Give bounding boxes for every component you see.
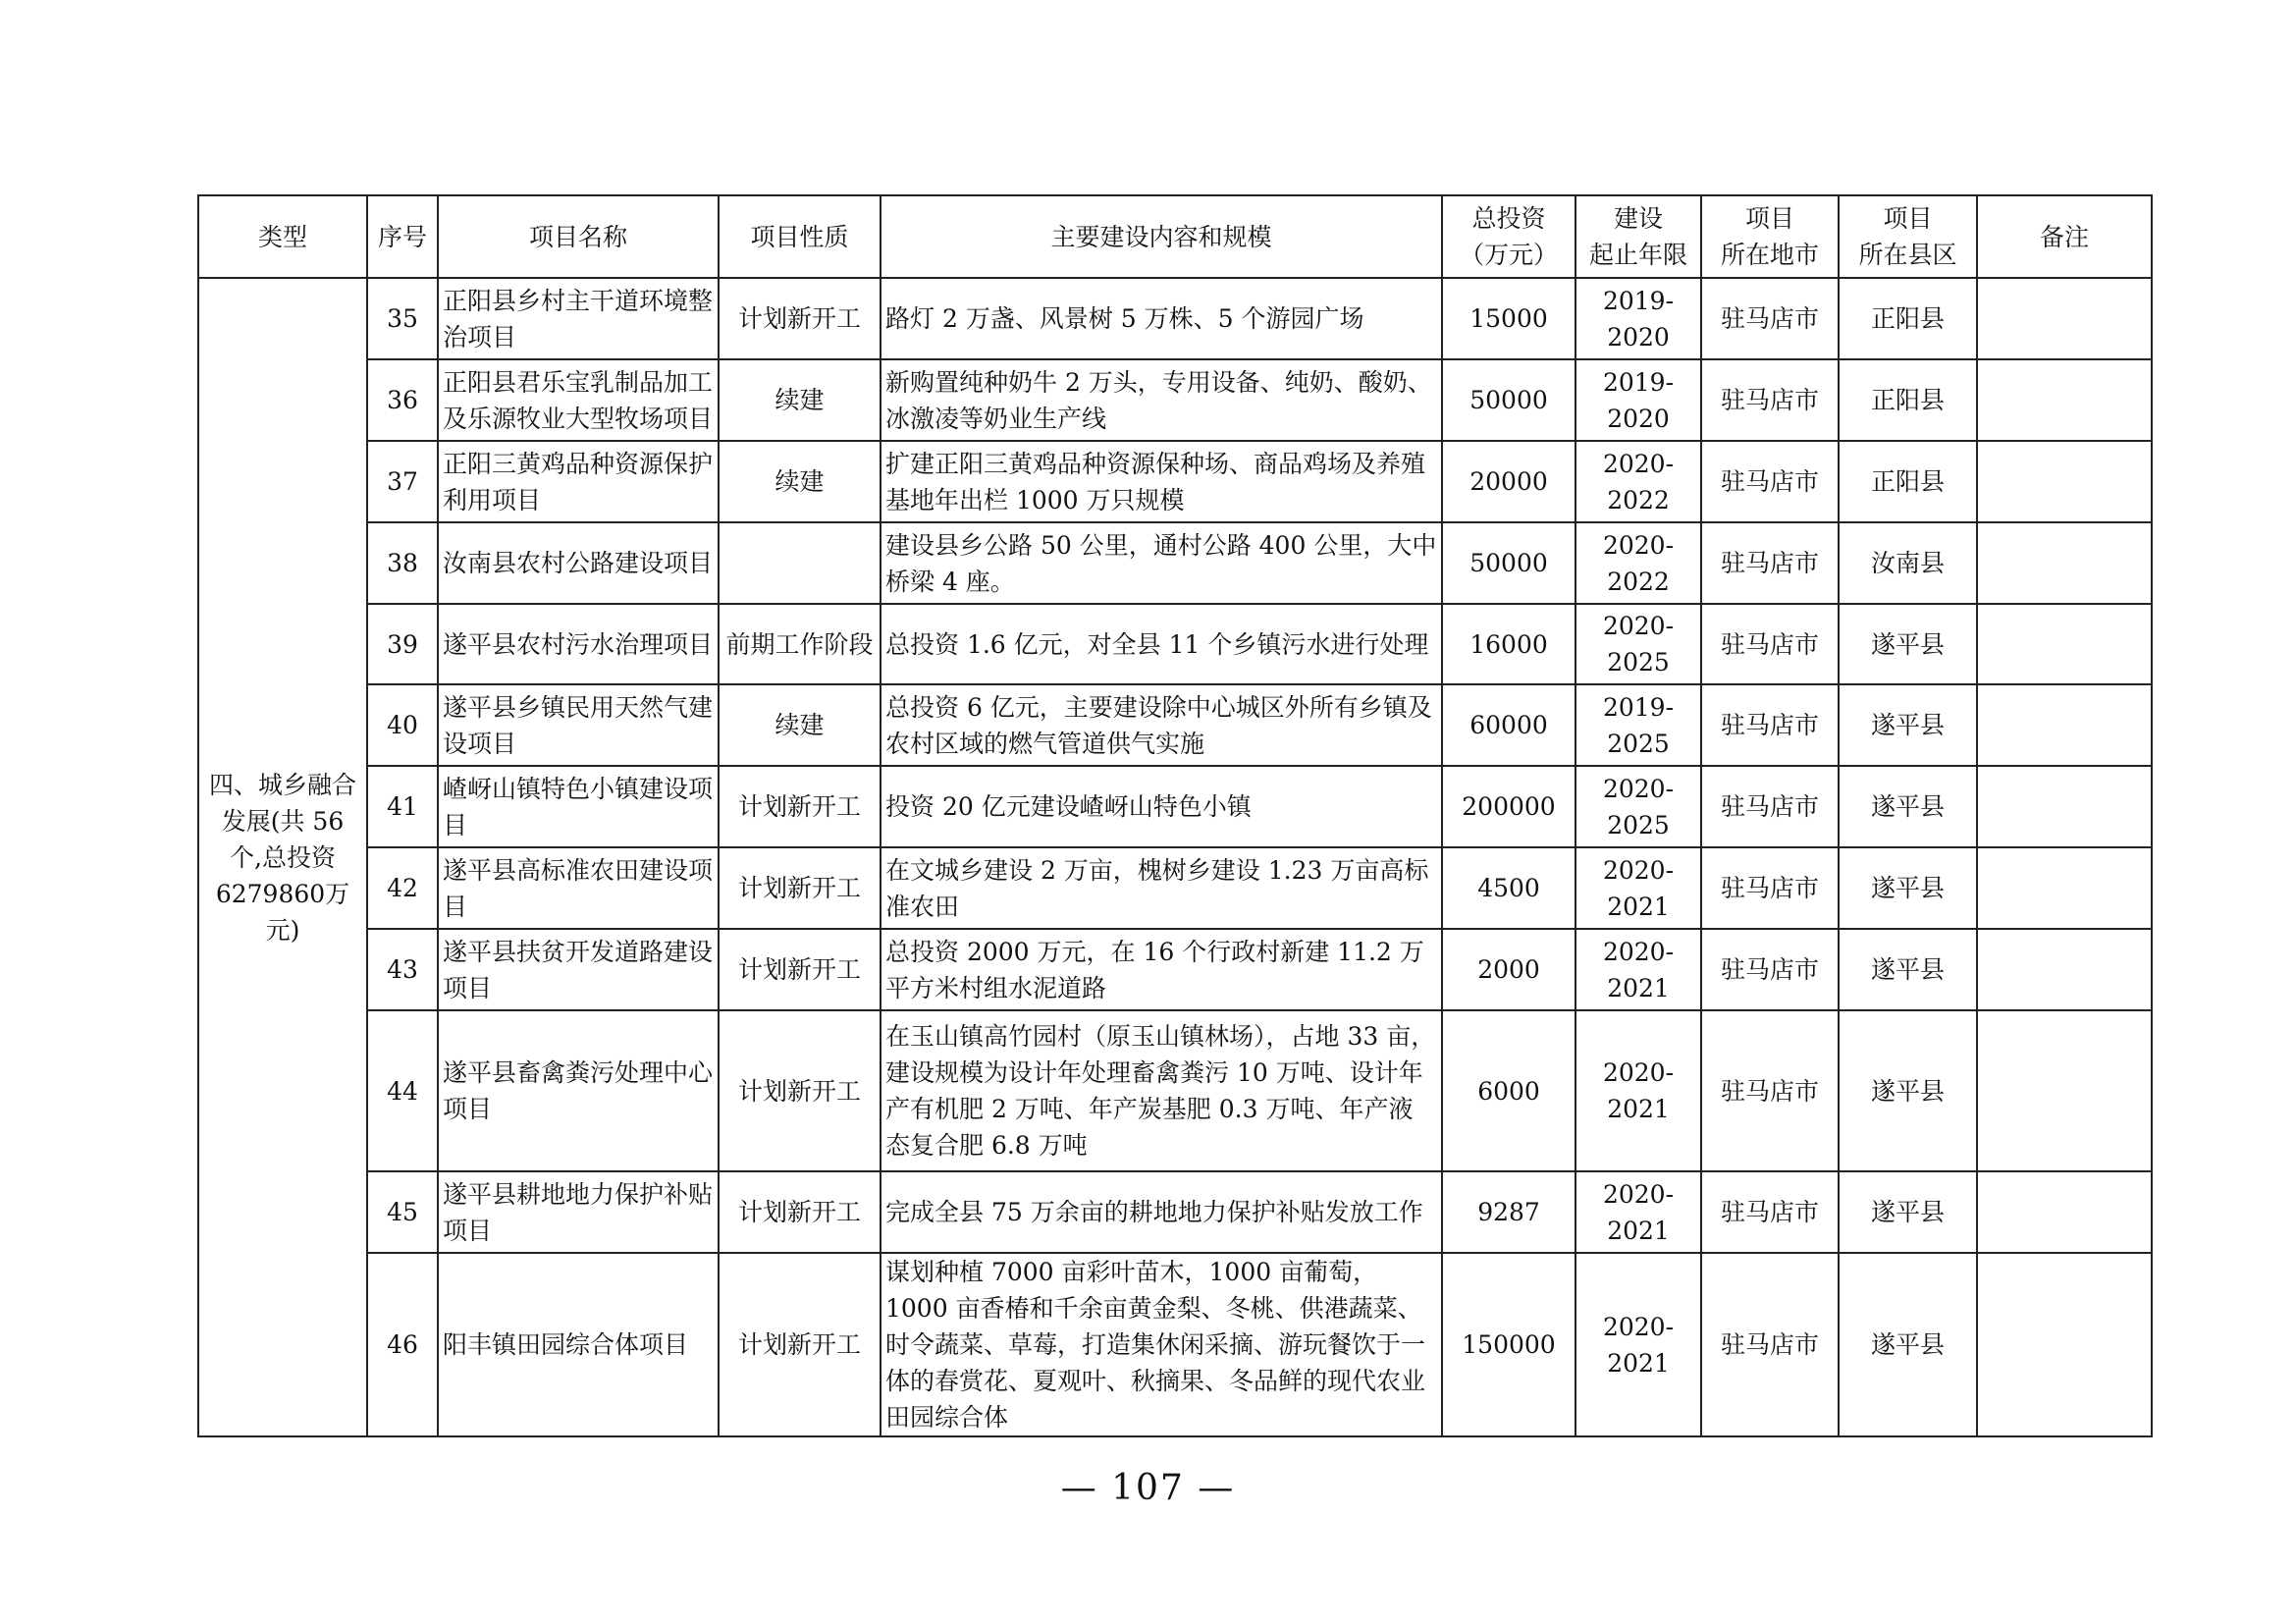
row-county: 遂平县 — [1839, 1010, 1977, 1171]
row-city: 驻马店市 — [1701, 1171, 1839, 1253]
project-table — [197, 194, 2153, 1437]
row-name: 阳丰镇田园综合体项目 — [438, 1253, 719, 1436]
row-county: 正阳县 — [1839, 278, 1977, 359]
row-remark — [1977, 522, 2152, 604]
row-city: 驻马店市 — [1701, 1253, 1839, 1436]
header-period-line2: 起止年限 — [1588, 241, 1687, 269]
row-name: 正阳三黄鸡品种资源保护利用项目 — [438, 441, 719, 522]
row-nature: 续建 — [719, 684, 881, 766]
row-period: 2020-2021 — [1575, 847, 1701, 929]
row-period: 2019-2020 — [1575, 278, 1701, 359]
header-period — [1575, 195, 1701, 278]
header-nature: 项目性质 — [719, 195, 881, 278]
header-county-line2: 所在县区 — [1858, 241, 1957, 269]
header-investment-line1: 总投资 — [1471, 204, 1546, 233]
header-period-line1: 建设 — [1613, 204, 1663, 233]
row-nature: 计划新开工 — [719, 1010, 881, 1171]
row-city: 驻马店市 — [1701, 278, 1839, 359]
row-city: 驻马店市 — [1701, 847, 1839, 929]
row-no: 35 — [367, 278, 438, 359]
row-investment: 9287 — [1442, 1171, 1575, 1253]
row-no: 40 — [367, 684, 438, 766]
header-county-line1: 项目 — [1883, 204, 1933, 233]
row-nature: 续建 — [719, 441, 881, 522]
row-name: 遂平县耕地地力保护补贴项目 — [438, 1171, 719, 1253]
row-nature: 计划新开工 — [719, 929, 881, 1010]
row-city: 驻马店市 — [1701, 766, 1839, 847]
table-row — [198, 604, 2152, 684]
row-name: 正阳县乡村主干道环境整治项目 — [438, 278, 719, 359]
row-investment: 6000 — [1442, 1010, 1575, 1171]
table-header-row — [198, 195, 2152, 278]
header-name: 项目名称 — [438, 195, 719, 278]
row-county: 正阳县 — [1839, 359, 1977, 441]
row-city: 驻马店市 — [1701, 684, 1839, 766]
row-no: 43 — [367, 929, 438, 1010]
header-city-line1: 项目 — [1744, 204, 1794, 233]
category-cell: 四、城乡融合发展(共 56 个,总投资6279860万元) — [198, 278, 367, 1436]
row-name: 遂平县畜禽粪污处理中心项目 — [438, 1010, 719, 1171]
row-remark — [1977, 1253, 2152, 1436]
row-nature — [719, 522, 881, 604]
row-period: 2019-2020 — [1575, 359, 1701, 441]
table-row — [198, 1010, 2152, 1171]
row-county: 遂平县 — [1839, 1171, 1977, 1253]
table-row — [198, 847, 2152, 929]
row-no: 45 — [367, 1171, 438, 1253]
row-no: 36 — [367, 359, 438, 441]
header-city-line2: 所在地市 — [1720, 241, 1819, 269]
row-nature: 计划新开工 — [719, 1171, 881, 1253]
row-nature: 计划新开工 — [719, 766, 881, 847]
row-period: 2020-2021 — [1575, 1010, 1701, 1171]
header-remark: 备注 — [1977, 195, 2152, 278]
row-city: 驻马店市 — [1701, 359, 1839, 441]
row-nature: 前期工作阶段 — [719, 604, 881, 684]
row-name: 遂平县高标准农田建设项目 — [438, 847, 719, 929]
row-investment: 20000 — [1442, 441, 1575, 522]
row-content: 路灯 2 万盏、风景树 5 万株、5 个游园广场 — [881, 278, 1442, 359]
row-investment: 16000 — [1442, 604, 1575, 684]
row-period: 2020-2022 — [1575, 441, 1701, 522]
row-nature: 计划新开工 — [719, 1253, 881, 1436]
header-city — [1701, 195, 1839, 278]
row-remark — [1977, 684, 2152, 766]
row-period: 2020-2021 — [1575, 1171, 1701, 1253]
header-content: 主要建设内容和规模 — [881, 195, 1442, 278]
header-county — [1839, 195, 1977, 278]
row-investment: 2000 — [1442, 929, 1575, 1010]
header-investment-line2: （万元） — [1459, 241, 1558, 269]
table-row — [198, 522, 2152, 604]
row-name: 遂平县乡镇民用天然气建设项目 — [438, 684, 719, 766]
row-no: 38 — [367, 522, 438, 604]
row-county: 遂平县 — [1839, 684, 1977, 766]
table-row — [198, 1253, 2152, 1436]
table-row — [198, 441, 2152, 522]
row-investment: 150000 — [1442, 1253, 1575, 1436]
row-content: 建设县乡公路 50 公里，通村公路 400 公里，大中桥梁 4 座。 — [881, 522, 1442, 604]
row-nature: 计划新开工 — [719, 847, 881, 929]
row-county: 汝南县 — [1839, 522, 1977, 604]
table-row — [198, 1171, 2152, 1253]
row-investment: 50000 — [1442, 359, 1575, 441]
row-no: 44 — [367, 1010, 438, 1171]
row-investment: 60000 — [1442, 684, 1575, 766]
table-row — [198, 684, 2152, 766]
row-remark — [1977, 847, 2152, 929]
row-county: 遂平县 — [1839, 604, 1977, 684]
row-name: 正阳县君乐宝乳制品加工及乐源牧业大型牧场项目 — [438, 359, 719, 441]
row-period: 2019-2025 — [1575, 684, 1701, 766]
row-investment: 50000 — [1442, 522, 1575, 604]
row-city: 驻马店市 — [1701, 441, 1839, 522]
header-no: 序号 — [367, 195, 438, 278]
header-investment — [1442, 195, 1575, 278]
row-no: 42 — [367, 847, 438, 929]
row-remark — [1977, 766, 2152, 847]
row-remark — [1977, 604, 2152, 684]
row-remark — [1977, 441, 2152, 522]
row-nature: 续建 — [719, 359, 881, 441]
row-investment: 4500 — [1442, 847, 1575, 929]
row-city: 驻马店市 — [1701, 522, 1839, 604]
row-name: 遂平县农村污水治理项目 — [438, 604, 719, 684]
table-row — [198, 359, 2152, 441]
row-name: 汝南县农村公路建设项目 — [438, 522, 719, 604]
row-county: 遂平县 — [1839, 929, 1977, 1010]
row-name: 嵖岈山镇特色小镇建设项目 — [438, 766, 719, 847]
row-period: 2020-2025 — [1575, 766, 1701, 847]
row-content: 完成全县 75 万余亩的耕地地力保护补贴发放工作 — [881, 1171, 1442, 1253]
row-remark — [1977, 1010, 2152, 1171]
row-period: 2020-2025 — [1575, 604, 1701, 684]
row-content: 总投资 6 亿元，主要建设除中心城区外所有乡镇及农村区域的燃气管道供气实施 — [881, 684, 1442, 766]
table-row — [198, 766, 2152, 847]
row-city: 驻马店市 — [1701, 1010, 1839, 1171]
row-content: 在文城乡建设 2 万亩，槐树乡建设 1.23 万亩高标准农田 — [881, 847, 1442, 929]
row-content: 谋划种植 7000 亩彩叶苗木，1000 亩葡萄，1000 亩香椿和千余亩黄金梨、冬桃、供港蔬菜、时令蔬菜、草莓，打造集休闲采摘、游玩餐饮于一体的春赏花、夏观叶、秋摘果、冬品鲜的现代农业田园综合体 — [881, 1253, 1442, 1436]
row-remark — [1977, 278, 2152, 359]
row-investment: 200000 — [1442, 766, 1575, 847]
row-city: 驻马店市 — [1701, 929, 1839, 1010]
row-content: 总投资 2000 万元，在 16 个行政村新建 11.2 万平方米村组水泥道路 — [881, 929, 1442, 1010]
row-content: 扩建正阳三黄鸡品种资源保种场、商品鸡场及养殖基地年出栏 1000 万只规模 — [881, 441, 1442, 522]
page-number: — 107 — — [1060, 1468, 1236, 1508]
row-period: 2020-2022 — [1575, 522, 1701, 604]
row-remark — [1977, 1171, 2152, 1253]
row-county: 遂平县 — [1839, 1253, 1977, 1436]
row-no: 46 — [367, 1253, 438, 1436]
row-no: 37 — [367, 441, 438, 522]
row-content: 在玉山镇高竹园村（原玉山镇林场），占地 33 亩，建设规模为设计年处理畜禽粪污 10 万吨、设计年产有机肥 2 万吨、年产炭基肥 0.3 万吨、年产液态复合肥 6.8 万吨 — [881, 1010, 1442, 1171]
row-content: 投资 20 亿元建设嵖岈山特色小镇 — [881, 766, 1442, 847]
row-content: 总投资 1.6 亿元，对全县 11 个乡镇污水进行处理 — [881, 604, 1442, 684]
row-content: 新购置纯种奶牛 2 万头，专用设备、纯奶、酸奶、冰激凌等奶业生产线 — [881, 359, 1442, 441]
row-remark — [1977, 359, 2152, 441]
row-county: 遂平县 — [1839, 847, 1977, 929]
row-no: 39 — [367, 604, 438, 684]
row-no: 41 — [367, 766, 438, 847]
table-row — [198, 278, 2152, 359]
header-type: 类型 — [198, 195, 367, 278]
row-period: 2020-2021 — [1575, 929, 1701, 1010]
table-row — [198, 929, 2152, 1010]
row-investment: 15000 — [1442, 278, 1575, 359]
row-name: 遂平县扶贫开发道路建设项目 — [438, 929, 719, 1010]
row-remark — [1977, 929, 2152, 1010]
row-county: 正阳县 — [1839, 441, 1977, 522]
row-city: 驻马店市 — [1701, 604, 1839, 684]
row-nature: 计划新开工 — [719, 278, 881, 359]
row-county: 遂平县 — [1839, 766, 1977, 847]
row-period: 2020-2021 — [1575, 1253, 1701, 1436]
